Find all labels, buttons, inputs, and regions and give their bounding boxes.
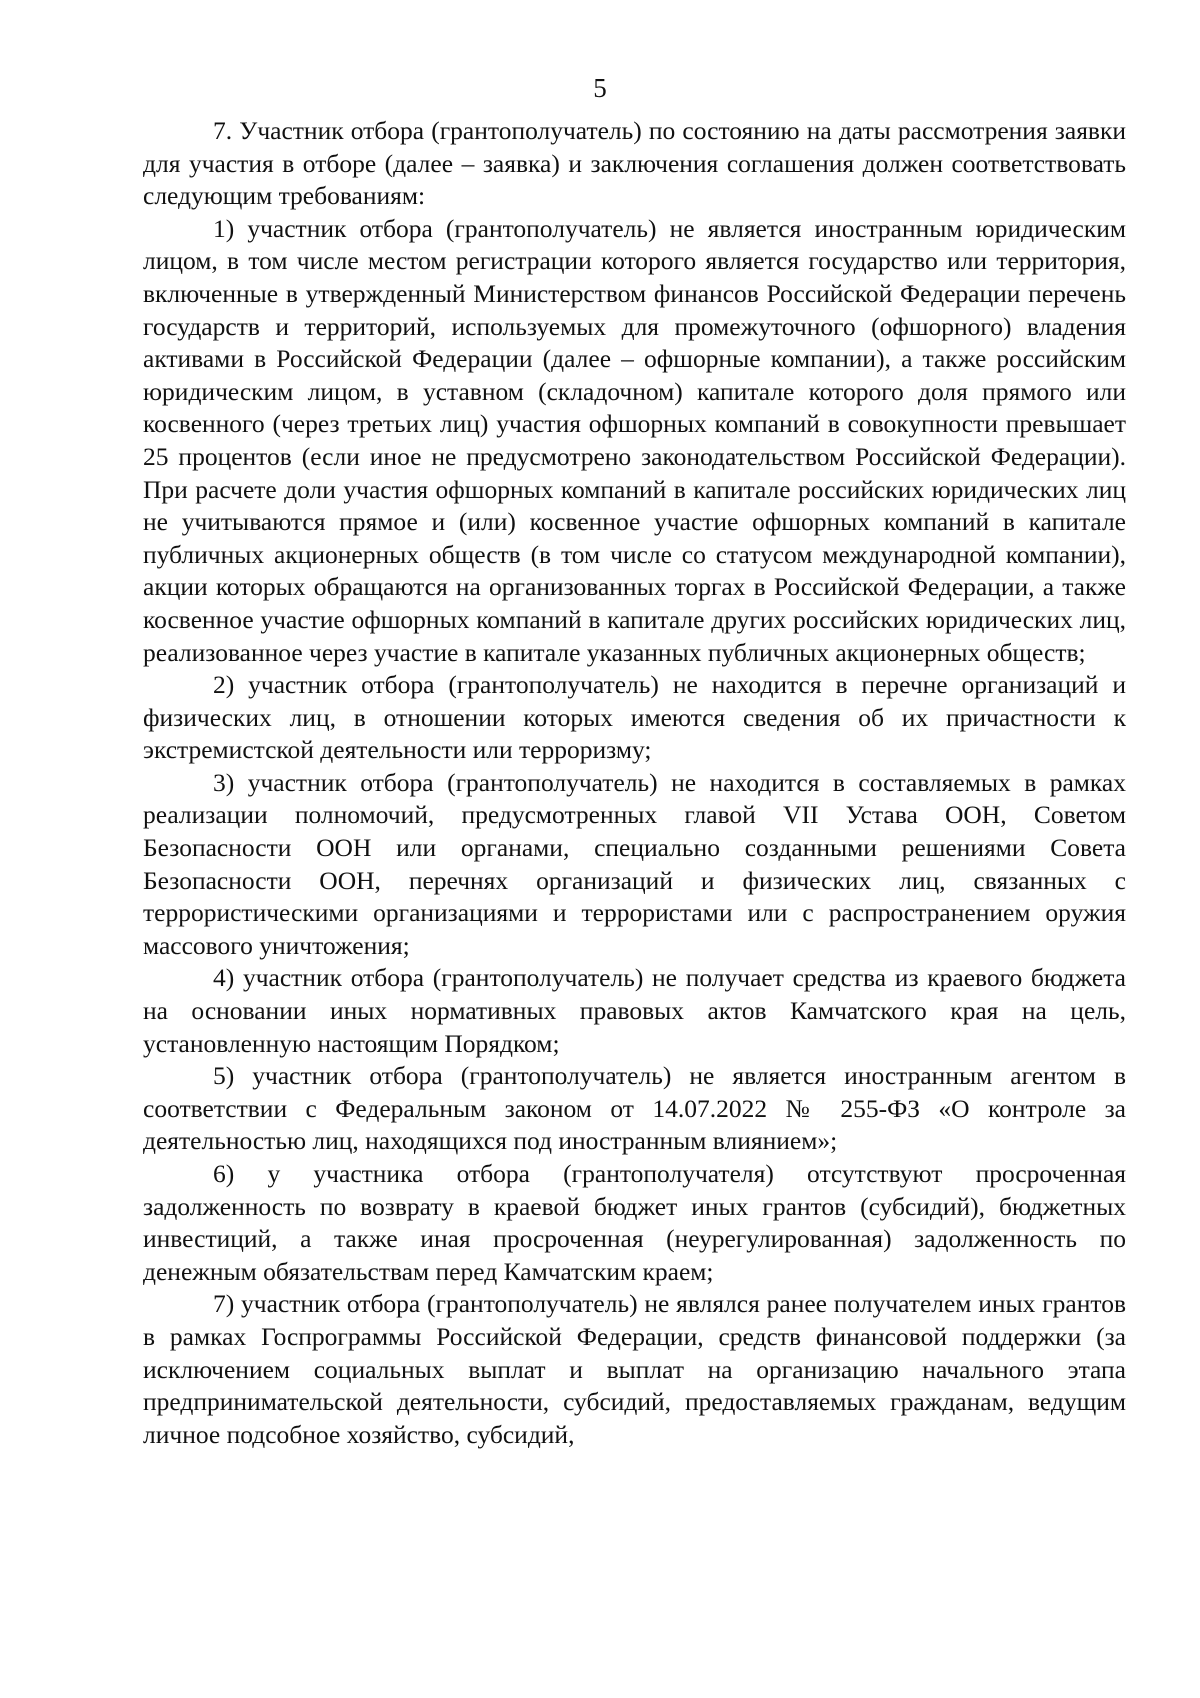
document-body bbox=[143, 115, 1126, 1451]
paragraph-item-5-foreign-agent: 5) участник отбора (грантополучатель) не является иностранным агентом в соответствии с Федеральным законом от 14.07.2022 № 255-ФЗ «О контроле за деятельностью лиц, находящихся под иностранным влиянием»; bbox=[143, 1061, 1126, 1156]
page-number: 5 bbox=[593, 73, 607, 103]
paragraph-item-2-extremism: 2) участник отбора (грантополучатель) не находится в перечне организаций и физических лиц, в отношении которых имеются сведения об их причастности к экстремистской деятельности или терроризму; bbox=[143, 670, 1126, 765]
paragraph-item-7-prior-grants: 7) участник отбора (грантополучатель) не являлся ранее получателем иных грантов в рамках Госпрограммы Российской Федерации, средств финансовой поддержки (за исключением социальных выплат и выплат на организацию начального этапа предпринимательской деятельности, субсидий, предоставляемых гражданам, ведущим личное подсобное хозяйство, субсидий, bbox=[143, 1289, 1126, 1449]
paragraph-requirements-intro: 7. Участник отбора (грантополучатель) по состоянию на даты рассмотрения заявки для участия в отборе (далее – заявка) и заключения соглашения должен соответствовать следующим требованиям: bbox=[143, 116, 1126, 211]
paragraph-item-1-offshore: 1) участник отбора (грантополучатель) не является иностранным юридическим лицом, в том числе местом регистрации которого является государство или территория, включенные в утвержденный Министерством финансов Российской Федерации перечень государств и территорий, используемых для промежуточного (офшорного) владения активами в Российской Федерации (далее – офшорные компании), а также российским юридическим лицом, в уставном (складочном) капитале которого доля прямого или косвенного (через третьих лиц) участия офшорных компаний в совокупности превышает 25 процентов (если иное не предусмотрено законодательством Российской Федерации). При расчете доли участия офшорных компаний в капитале российских юридических лиц не учитываются прямое и (или) косвенное участие офшорных компаний в капитале публичных акционерных обществ (в том числе со статусом международной компании), акции которых обращаются на организованных торгах в Российской Федерации, а также косвенное участие офшорных компаний в капитале других российских юридических лиц, реализованное через участие в капитале указанных публичных акционерных обществ; bbox=[143, 213, 1126, 667]
paragraph-item-6-debt: 6) у участника отбора (грантополучателя) отсутствуют просроченная задолженность по возврату в краевой бюджет иных грантов (субсидий), бюджетных инвестиций, а также иная просроченная (неурегулированная) задолженность по денежным обязательствам перед Камчатским краем; bbox=[143, 1159, 1126, 1286]
paragraph-item-3-un-lists: 3) участник отбора (грантополучатель) не находится в составляемых в рамках реализации полномочий, предусмотренных главой VII Устава ООН, Советом Безопасности ООН или органами, специально созданными решениями Совета Безопасности ООН, перечнях организаций и физических лиц, связанных с террористическими организациями и террористами или с распространением оружия массового уничтожения; bbox=[143, 767, 1126, 960]
paragraph-item-4-regional-budget: 4) участник отбора (грантополучатель) не получает средства из краевого бюджета на основании иных нормативных правовых актов Камчатского края на цель, установленную настоящим Порядком; bbox=[143, 963, 1126, 1058]
